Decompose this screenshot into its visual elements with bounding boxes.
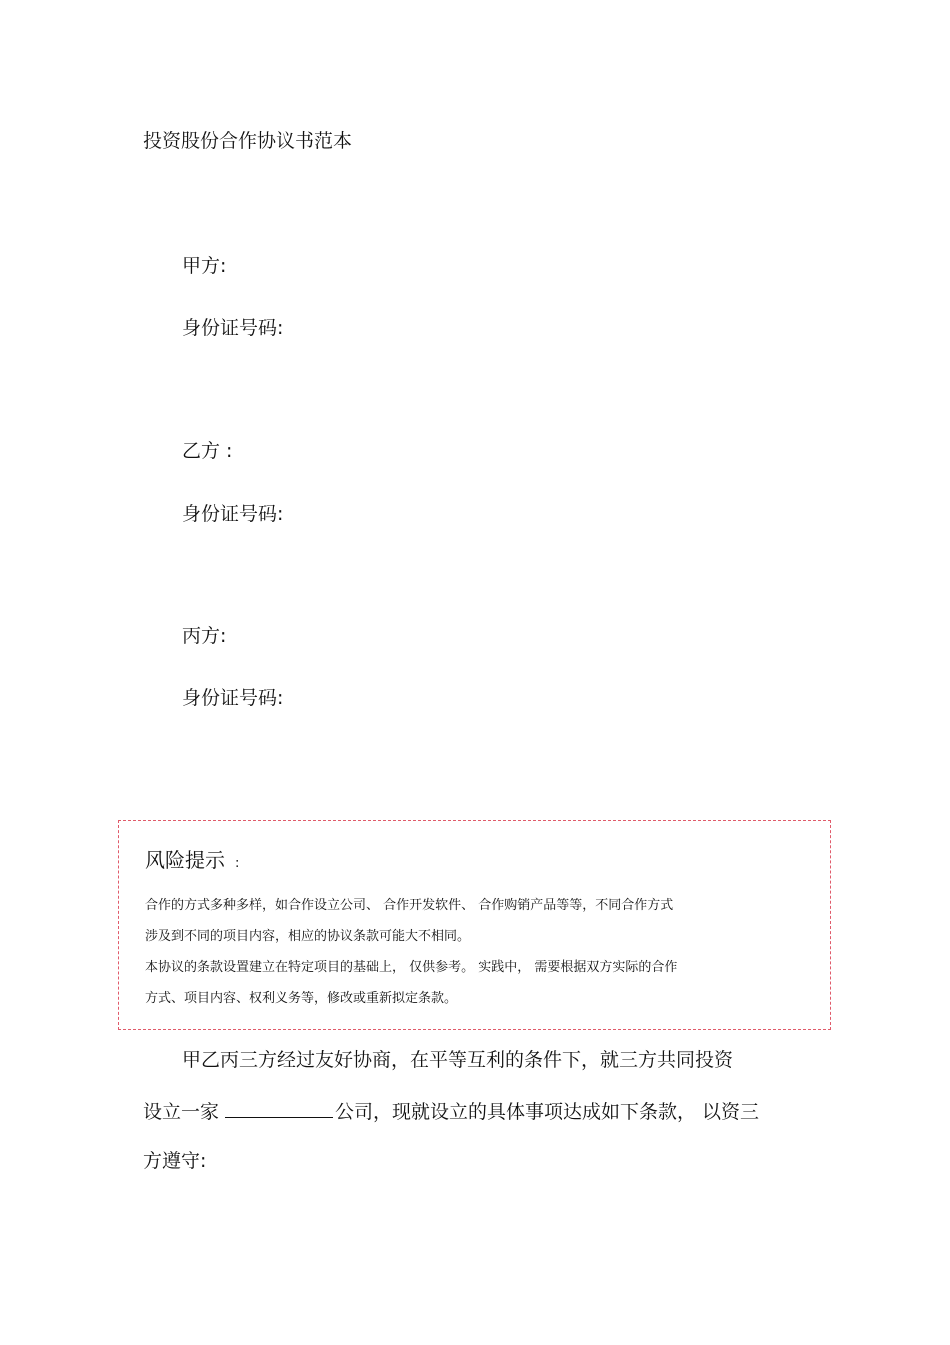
body-paragraph-line: 甲乙丙三方经过友好协商，在平等互利的条件下，就三方共同投资 xyxy=(182,1049,734,1071)
risk-notice-box xyxy=(118,820,831,1030)
party-a-id-label: 身份证号码: xyxy=(182,317,284,339)
risk-notice-title xyxy=(145,847,239,877)
party-a-label: 甲方: xyxy=(182,255,227,277)
body-text: 公司，现就设立的具体事项达成如下条款， 以资三 xyxy=(335,1101,760,1123)
party-c-id-label: 身份证号码: xyxy=(182,687,284,709)
risk-notice-title-text: 风险提示 xyxy=(145,848,225,872)
document-title: 投资股份合作协议书范本 xyxy=(143,130,353,152)
risk-notice-line: 本协议的条款设置建立在特定项目的基础上， 仅供参考。 实践中， 需要根据双方实际的合作 xyxy=(145,960,678,975)
party-b-id-label: 身份证号码: xyxy=(182,503,284,525)
body-text: 设立一家 xyxy=(143,1101,220,1123)
body-paragraph-line xyxy=(143,1097,759,1125)
risk-notice-line: 合作的方式多种多样，如合作设立公司、 合作开发软件、 合作购销产品等等，不同合作方式 xyxy=(145,898,674,913)
risk-notice-line: 方式、项目内容、权利义务等，修改或重新拟定条款。 xyxy=(145,991,458,1006)
risk-notice-title-colon: : xyxy=(235,856,240,871)
party-b-label: 乙方 : xyxy=(182,440,233,462)
party-c-label: 丙方: xyxy=(182,625,227,647)
body-paragraph-line: 方遵守: xyxy=(143,1150,207,1172)
risk-notice-line: 涉及到不同的项目内容，相应的协议条款可能大不相同。 xyxy=(145,929,471,944)
company-name-blank xyxy=(225,1097,333,1118)
